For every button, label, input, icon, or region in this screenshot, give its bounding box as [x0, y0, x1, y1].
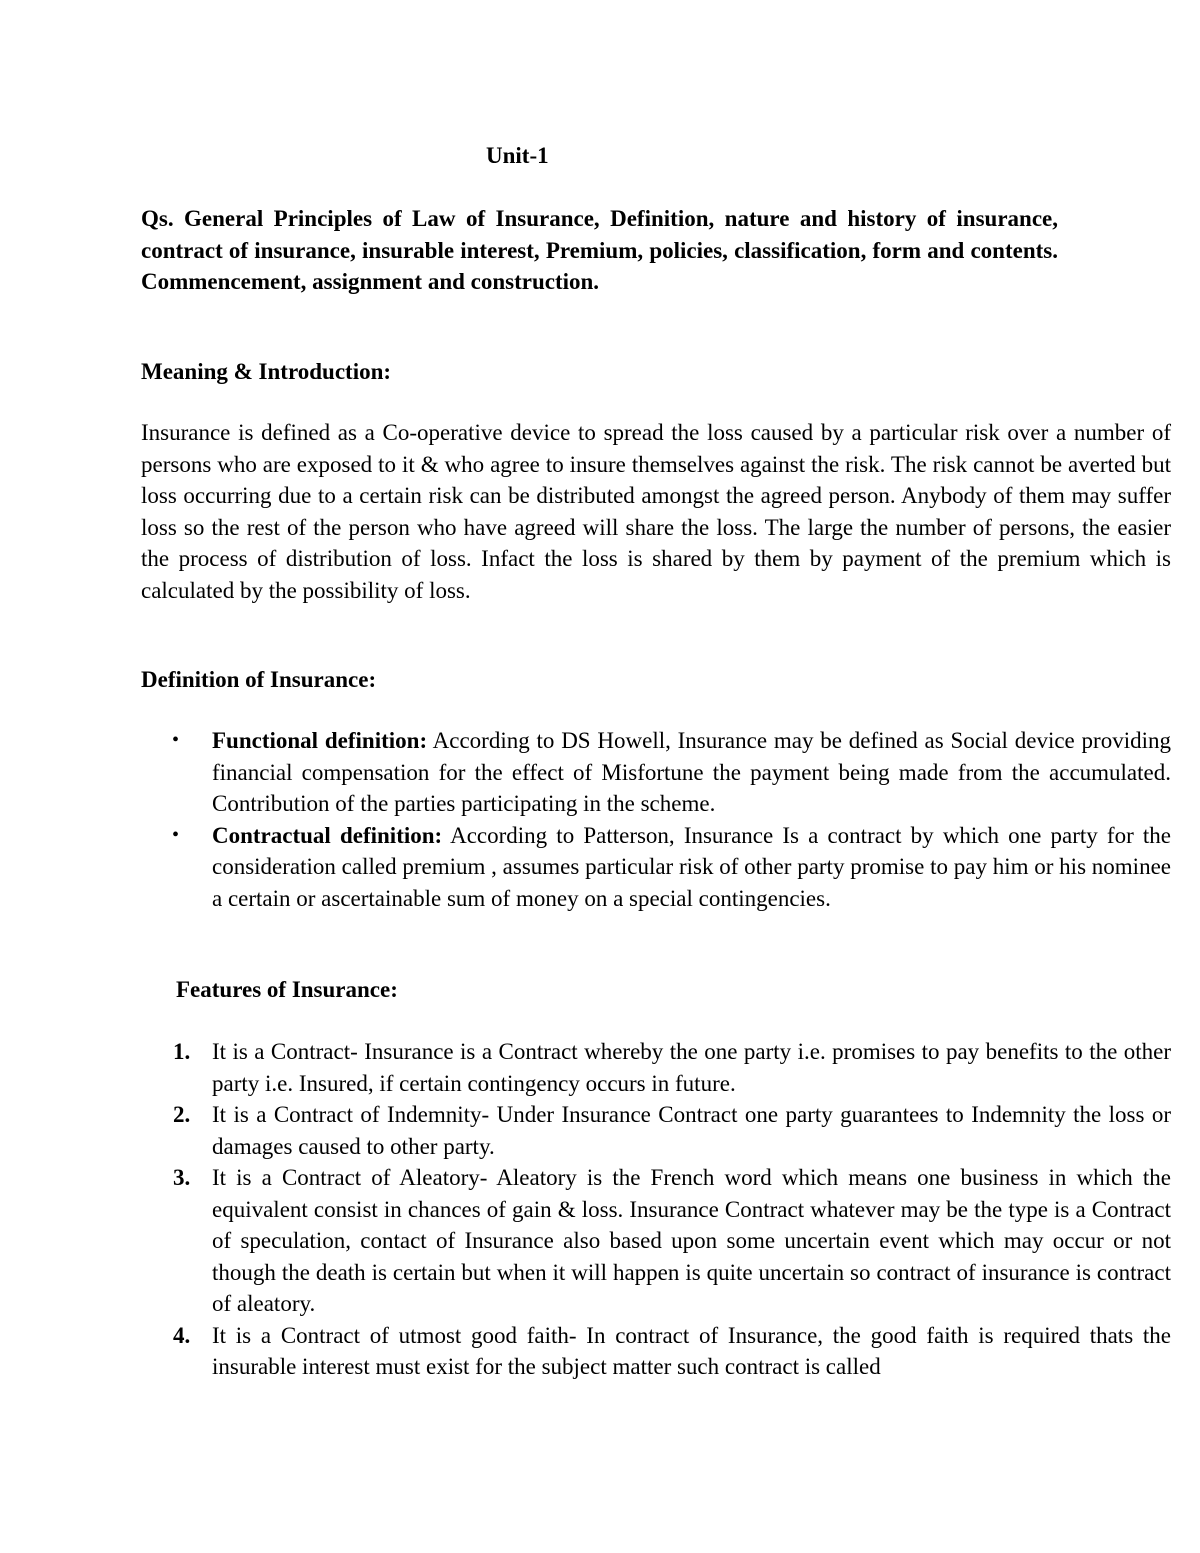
list-item	[141, 725, 1171, 820]
meaning-heading: Meaning & Introduction:	[141, 359, 392, 384]
feature-text: It is a Contract of Aleatory- Aleatory is the French word which means one business in which the equivalent consist in chances of gain & loss. Insurance Contract whatever may be the type is a Contract of speculation, contact of Insurance also based upon some uncertain event which may occur or not though the death is certain but when it will happen is quite uncertain so contract of insurance is contract of aleatory.	[212, 1165, 1171, 1316]
list-item	[141, 1320, 1171, 1383]
definition-text: According to Patterson, Insurance Is a contract by which one party for the consideration called premium , assumes particular risk of other party promise to pay him or his nominee a certain or ascertainable sum of money on a special contingencies.	[212, 822, 1171, 911]
bullet-icon: •	[172, 729, 180, 751]
list-number: 4.	[173, 1322, 191, 1348]
unit-title: Unit-1	[486, 143, 549, 168]
features-heading: Features of Insurance:	[176, 977, 398, 1002]
feature-text: It is a Contract of utmost good faith- In contract of Insurance, the good faith is required thats the insurable interest must exist for the subject matter such contract is called	[212, 1322, 1171, 1379]
definition-label: Contractual definition:	[212, 822, 443, 848]
list-item	[141, 1099, 1171, 1162]
list-number: 1.	[173, 1039, 191, 1064]
list-number: 2.	[173, 1102, 191, 1127]
question-heading: Qs. General Principles of Law of Insurance, Definition, nature and history of insurance, contract of insurance, insurable interest, Premium, policies, classification, form and contents. Commencement, assignment and construction.	[141, 206, 1058, 294]
definition-list	[141, 725, 1171, 914]
list-number: 3.	[173, 1165, 191, 1190]
feature-text: It is a Contract- Insurance is a Contract whereby the one party i.e. promises to pay benefits to the other party i.e. Insured, if certain contingency occurs in future.	[212, 1039, 1171, 1096]
list-item	[141, 820, 1171, 915]
definition-heading: Definition of Insurance:	[141, 667, 377, 692]
feature-text: It is a Contract of Indemnity- Under Insurance Contract one party guarantees to Indemnity the loss or damages caused to other party.	[212, 1102, 1171, 1159]
definition-text: According to DS Howell, Insurance may be defined as Social device providing financial compensation for the effect of Misfortune the payment being made from the accumulated. Contribution of the parties participating in the scheme.	[212, 728, 1171, 816]
definition-label: Functional definition:	[212, 728, 428, 753]
bullet-icon: •	[172, 823, 180, 846]
list-item	[141, 1162, 1171, 1320]
features-list	[141, 1036, 1171, 1383]
list-item	[141, 1036, 1171, 1099]
meaning-paragraph: Insurance is defined as a Co-operative device to spread the loss caused by a particular risk over a number of persons who are exposed to it & who agree to insure themselves against the risk. The risk cannot be averted but loss occurring due to a certain risk can be distributed amongst the agreed person. Anybody of them may suffer loss so the rest of the person who have agreed will share the loss. The large the number of persons, the easier the process of distribution of loss. Infact the loss is shared by them by payment of the premium which is calculated by the possibility of loss.	[141, 420, 1171, 603]
